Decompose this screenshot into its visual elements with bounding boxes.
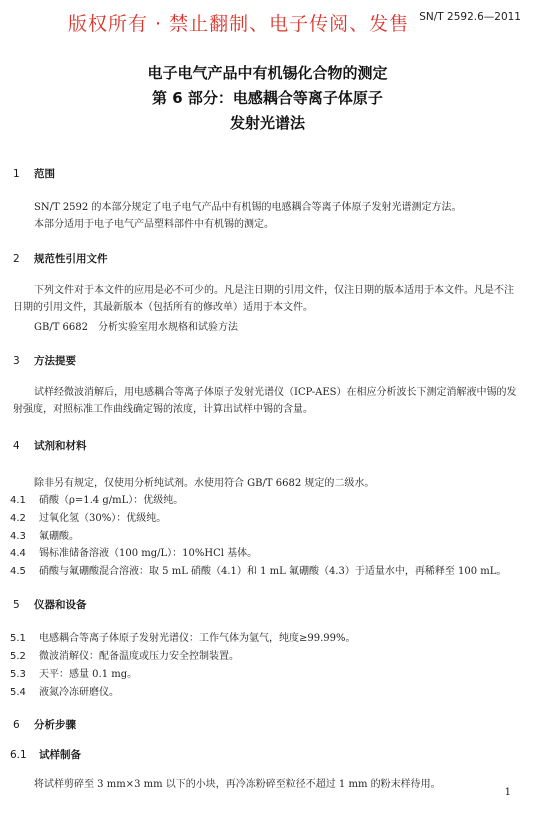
copyright-watermark: 版权所有 · 禁止翻制、电子传阅、发售 xyxy=(68,13,410,35)
reference-gbt6682: GB/T 6682 分析实验室用水规格和试验方法 xyxy=(34,322,239,333)
list-item: 5.4 液氮冷冻研磨仪。 xyxy=(10,687,119,698)
section-number: 1 xyxy=(13,168,20,180)
document-title-line3: 发射光谱法 xyxy=(229,114,305,132)
list-item: 4.3 氟硼酸。 xyxy=(10,531,79,542)
section-heading-reagents xyxy=(13,438,87,453)
section-heading-apparatus xyxy=(13,597,87,612)
standard-number: SN/T 2592.6—2011 xyxy=(419,11,521,23)
list-item: 4.4 锡标准储备溶液（100 mg/L）：10%HCl 基体。 xyxy=(10,548,258,559)
list-item: 5.2 微波消解仪：配备温度或压力安全控制装置。 xyxy=(10,651,239,662)
list-item: 5.3 天平：感量 0.1 mg。 xyxy=(10,669,138,680)
reagents-paragraph: 除非另有规定，仅使用分析纯试剂。水使用符合 GB/T 6682 规定的二级水。 xyxy=(34,478,375,489)
subsection-heading-sample-preparation xyxy=(10,747,81,762)
section-number: 3 xyxy=(13,355,20,367)
section-title: 范围 xyxy=(34,168,55,180)
references-paragraph: 下列文件对于本文件的应用是必不可少的。凡是注日期的引用文件，仅注日期的版本适用于本文件。凡是不注日期的引用文件，其最新版本（包括所有的修改单）适用于本文件。 xyxy=(13,285,514,313)
scope-paragraph-2: 本部分适用于电子电气产品塑料部件中有机锡的测定。 xyxy=(34,219,274,230)
subsection-number: 6.1 xyxy=(10,749,27,761)
list-item: 5.1 电感耦合等离子体原子发射光谱仪：工作气体为氩气，纯度≥99.99%。 xyxy=(10,633,356,644)
section-title: 试剂和材料 xyxy=(34,440,87,452)
method-summary-paragraph: 试样经微波消解后，用电感耦合等离子体原子发射光谱仪（ICP-AES）在相应分析波长下测定消解液中锡的发射强度，对照标准工作曲线确定锡的浓度，计算出试样中锡的含量。 xyxy=(13,387,517,415)
list-item: 4.5 硝酸与氟硼酸混合溶液：取 5 mL 硝酸（4.1）和 1 mL 氟硼酸（4.3）于适量水中，再稀释至 100 mL。 xyxy=(10,566,507,577)
section-title: 仪器和设备 xyxy=(34,599,87,611)
section-number: 6 xyxy=(13,719,20,731)
subsection-title: 试样制备 xyxy=(39,749,81,761)
section-title: 规范性引用文件 xyxy=(34,253,108,265)
section-heading-method-summary xyxy=(13,353,76,368)
section-title: 方法提要 xyxy=(34,355,76,367)
page-number: 1 xyxy=(504,787,511,798)
document-title-line2: 第 6 部分：电感耦合等离子体原子 xyxy=(152,89,383,107)
sample-preparation-paragraph: 将试样剪碎至 3 mm×3 mm 以下的小块，再冷冻粉碎至粒径不超过 1 mm 的粉末样待用。 xyxy=(34,779,441,790)
section-number: 5 xyxy=(13,599,20,611)
section-heading-analysis-steps xyxy=(13,717,76,732)
scope-paragraph-1: SN/T 2592 的本部分规定了电子电气产品中有机锡的电感耦合等离子体原子发射光谱测定方法。 xyxy=(34,202,462,213)
section-heading-scope xyxy=(13,166,55,181)
list-item: 4.1 硝酸（ρ=1.4 g/mL）：优级纯。 xyxy=(10,495,184,506)
document-title-line1: 电子电气产品中有机锡化合物的测定 xyxy=(147,64,388,82)
list-item: 4.2 过氧化氢（30%）：优级纯。 xyxy=(10,513,167,524)
section-number: 2 xyxy=(13,253,20,265)
section-number: 4 xyxy=(13,440,20,452)
section-heading-normative-references xyxy=(13,251,108,266)
section-title: 分析步骤 xyxy=(34,719,76,731)
